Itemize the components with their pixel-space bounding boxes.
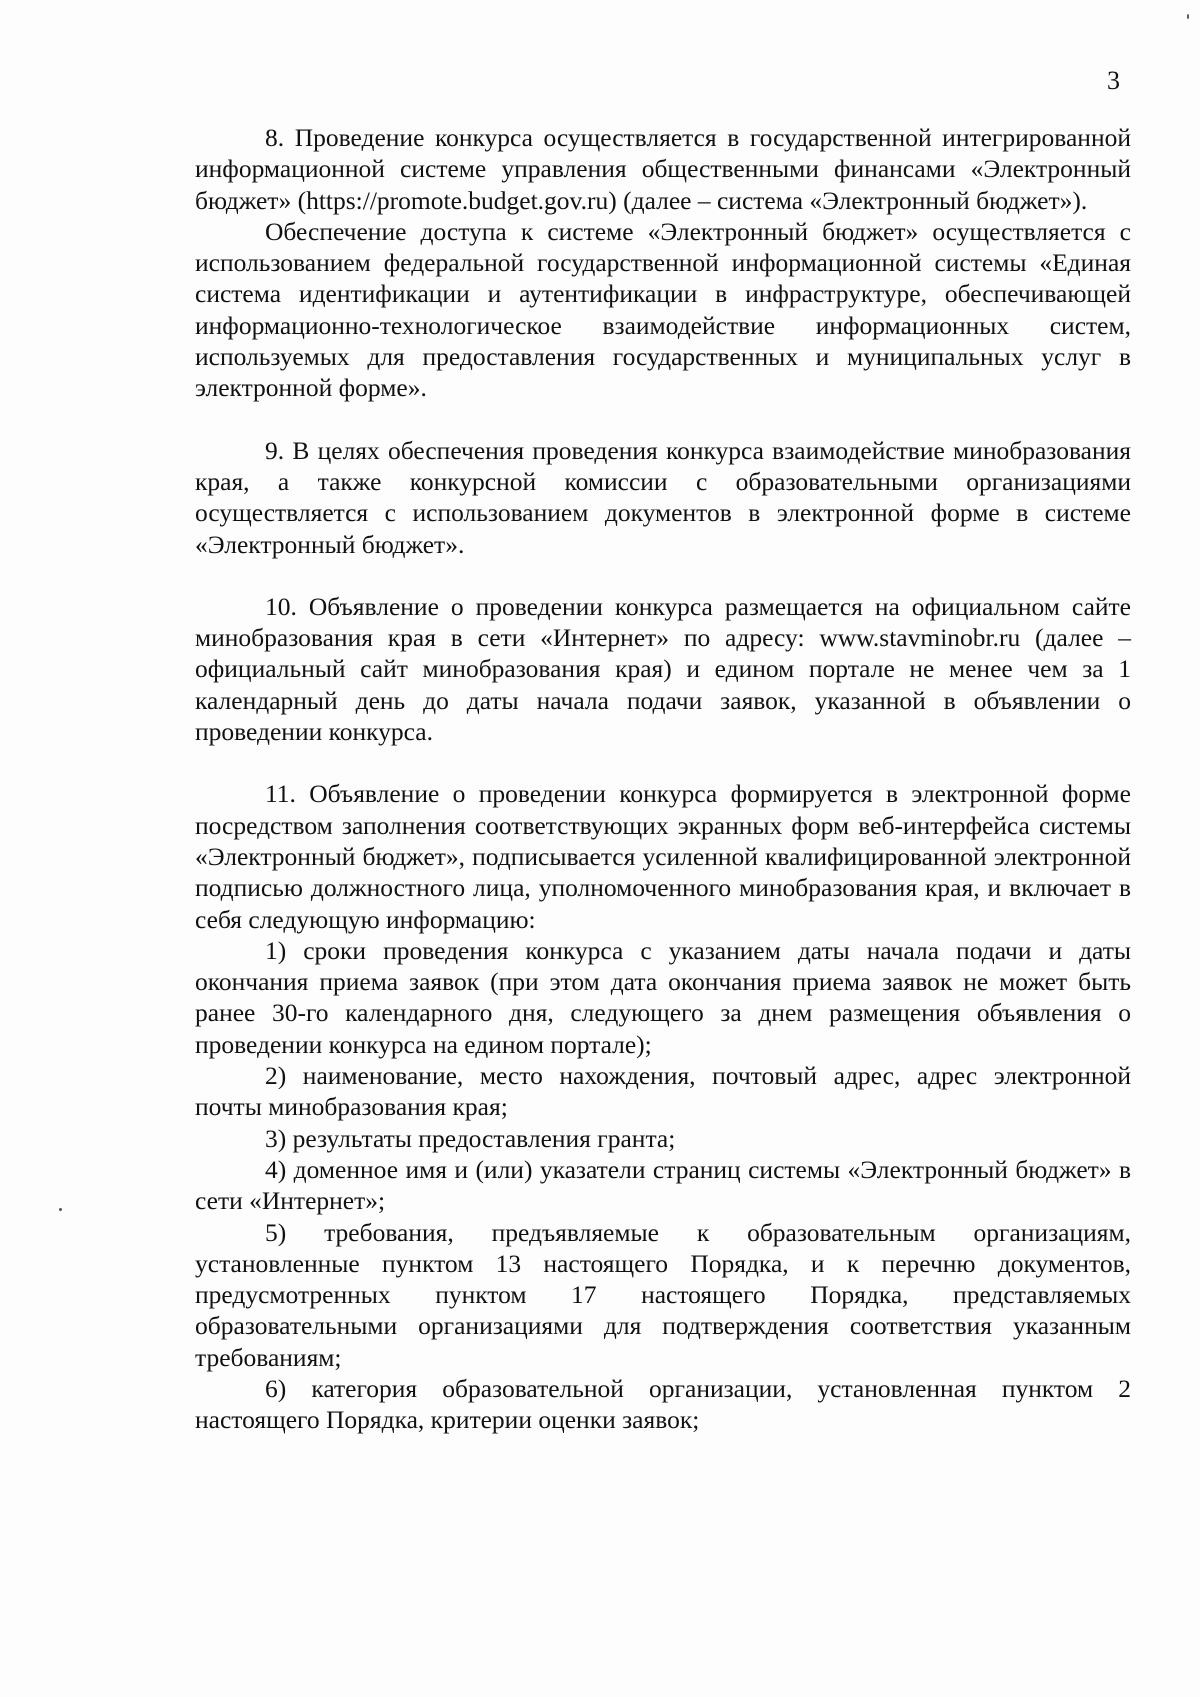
paragraph-8: 8. Проведение конкурса осуществляется в государственной интегрированной информационной системе управления общественными финансами «Электронный бюджет» (https://promote.budget.gov.ru) (далее – система «Электронный бюджет»). [195,123,1131,215]
list-item-3: 3) результаты предоставления гранта; [265,1123,676,1153]
list-item-2: 2) наименование, место нахождения, почтовый адрес, адрес электронной почты минобразования края; [195,1061,1131,1122]
scan-speck [59,1208,62,1211]
paragraph-9: 9. В целях обеспечения проведения конкурса взаимодействие минобразования края, а также конкурсной комиссии с образовательными организациями осуществляется с использованием документов в электронной форме в системе «Электронный бюджет». [195,435,1131,559]
document-body [195,122,1131,1436]
list-item-5: 5) требования, предъявляемые к образовательным организациям, установленные пунктом 13 настоящего Порядка, и к перечню документов, предусмотренных пунктом 17 настоящего Порядка, представляемых образовательными организациями для подтверждения соответствия указанным требованиям; [195,1217,1131,1372]
page-number: 3 [1107,66,1120,95]
list-item-1: 1) сроки проведения конкурса с указанием даты начала подачи и даты окончания приема заявок (при этом дата окончания приема заявок не может быть ранее 30-го календарного дня, следующего за днем размещения объявления о проведении конкурса на едином портале); [195,935,1131,1059]
scan-speck [1187,14,1189,19]
paragraph-11: 11. Объявление о проведении конкурса формируется в электронной форме посредством заполнения соответствующих экранных форм веб-интерфейса системы «Электронный бюджет», подписывается усиленной квалифицированной электронной подписью должностного лица, уполномоченного минобразования края, и включает в себя следующую информацию: [195,779,1131,934]
list-item-6: 6) категория образовательной организации, установленная пунктом 2 настоящего Порядка, критерии оценки заявок; [195,1373,1131,1435]
paragraph-10: 10. Объявление о проведении конкурса размещается на официальном сайте минобразования края в сети «Интернет» по адресу: www.stavminobr.ru (далее – официальный сайт минобразования края) и едином портале не менее чем за 1 календарный день до даты начала подачи заявок, указанной в объявлении о проведении конкурса. [195,591,1131,747]
list-item-4: 4) доменное имя и (или) указатели страниц системы «Электронный бюджет» в сети «Интернет»; [195,1154,1131,1216]
paragraph-8-access: Обеспечение доступа к системе «Электронный бюджет» осуществляется с использованием федеральной государственной информационной системы «Единая система идентификации и аутентификации в инфраструктуре, обеспечивающей информационно-технологическое взаимодействие информационных систем, используемых для предоставления государственных и муниципальных услуг в электронной форме». [195,216,1131,403]
